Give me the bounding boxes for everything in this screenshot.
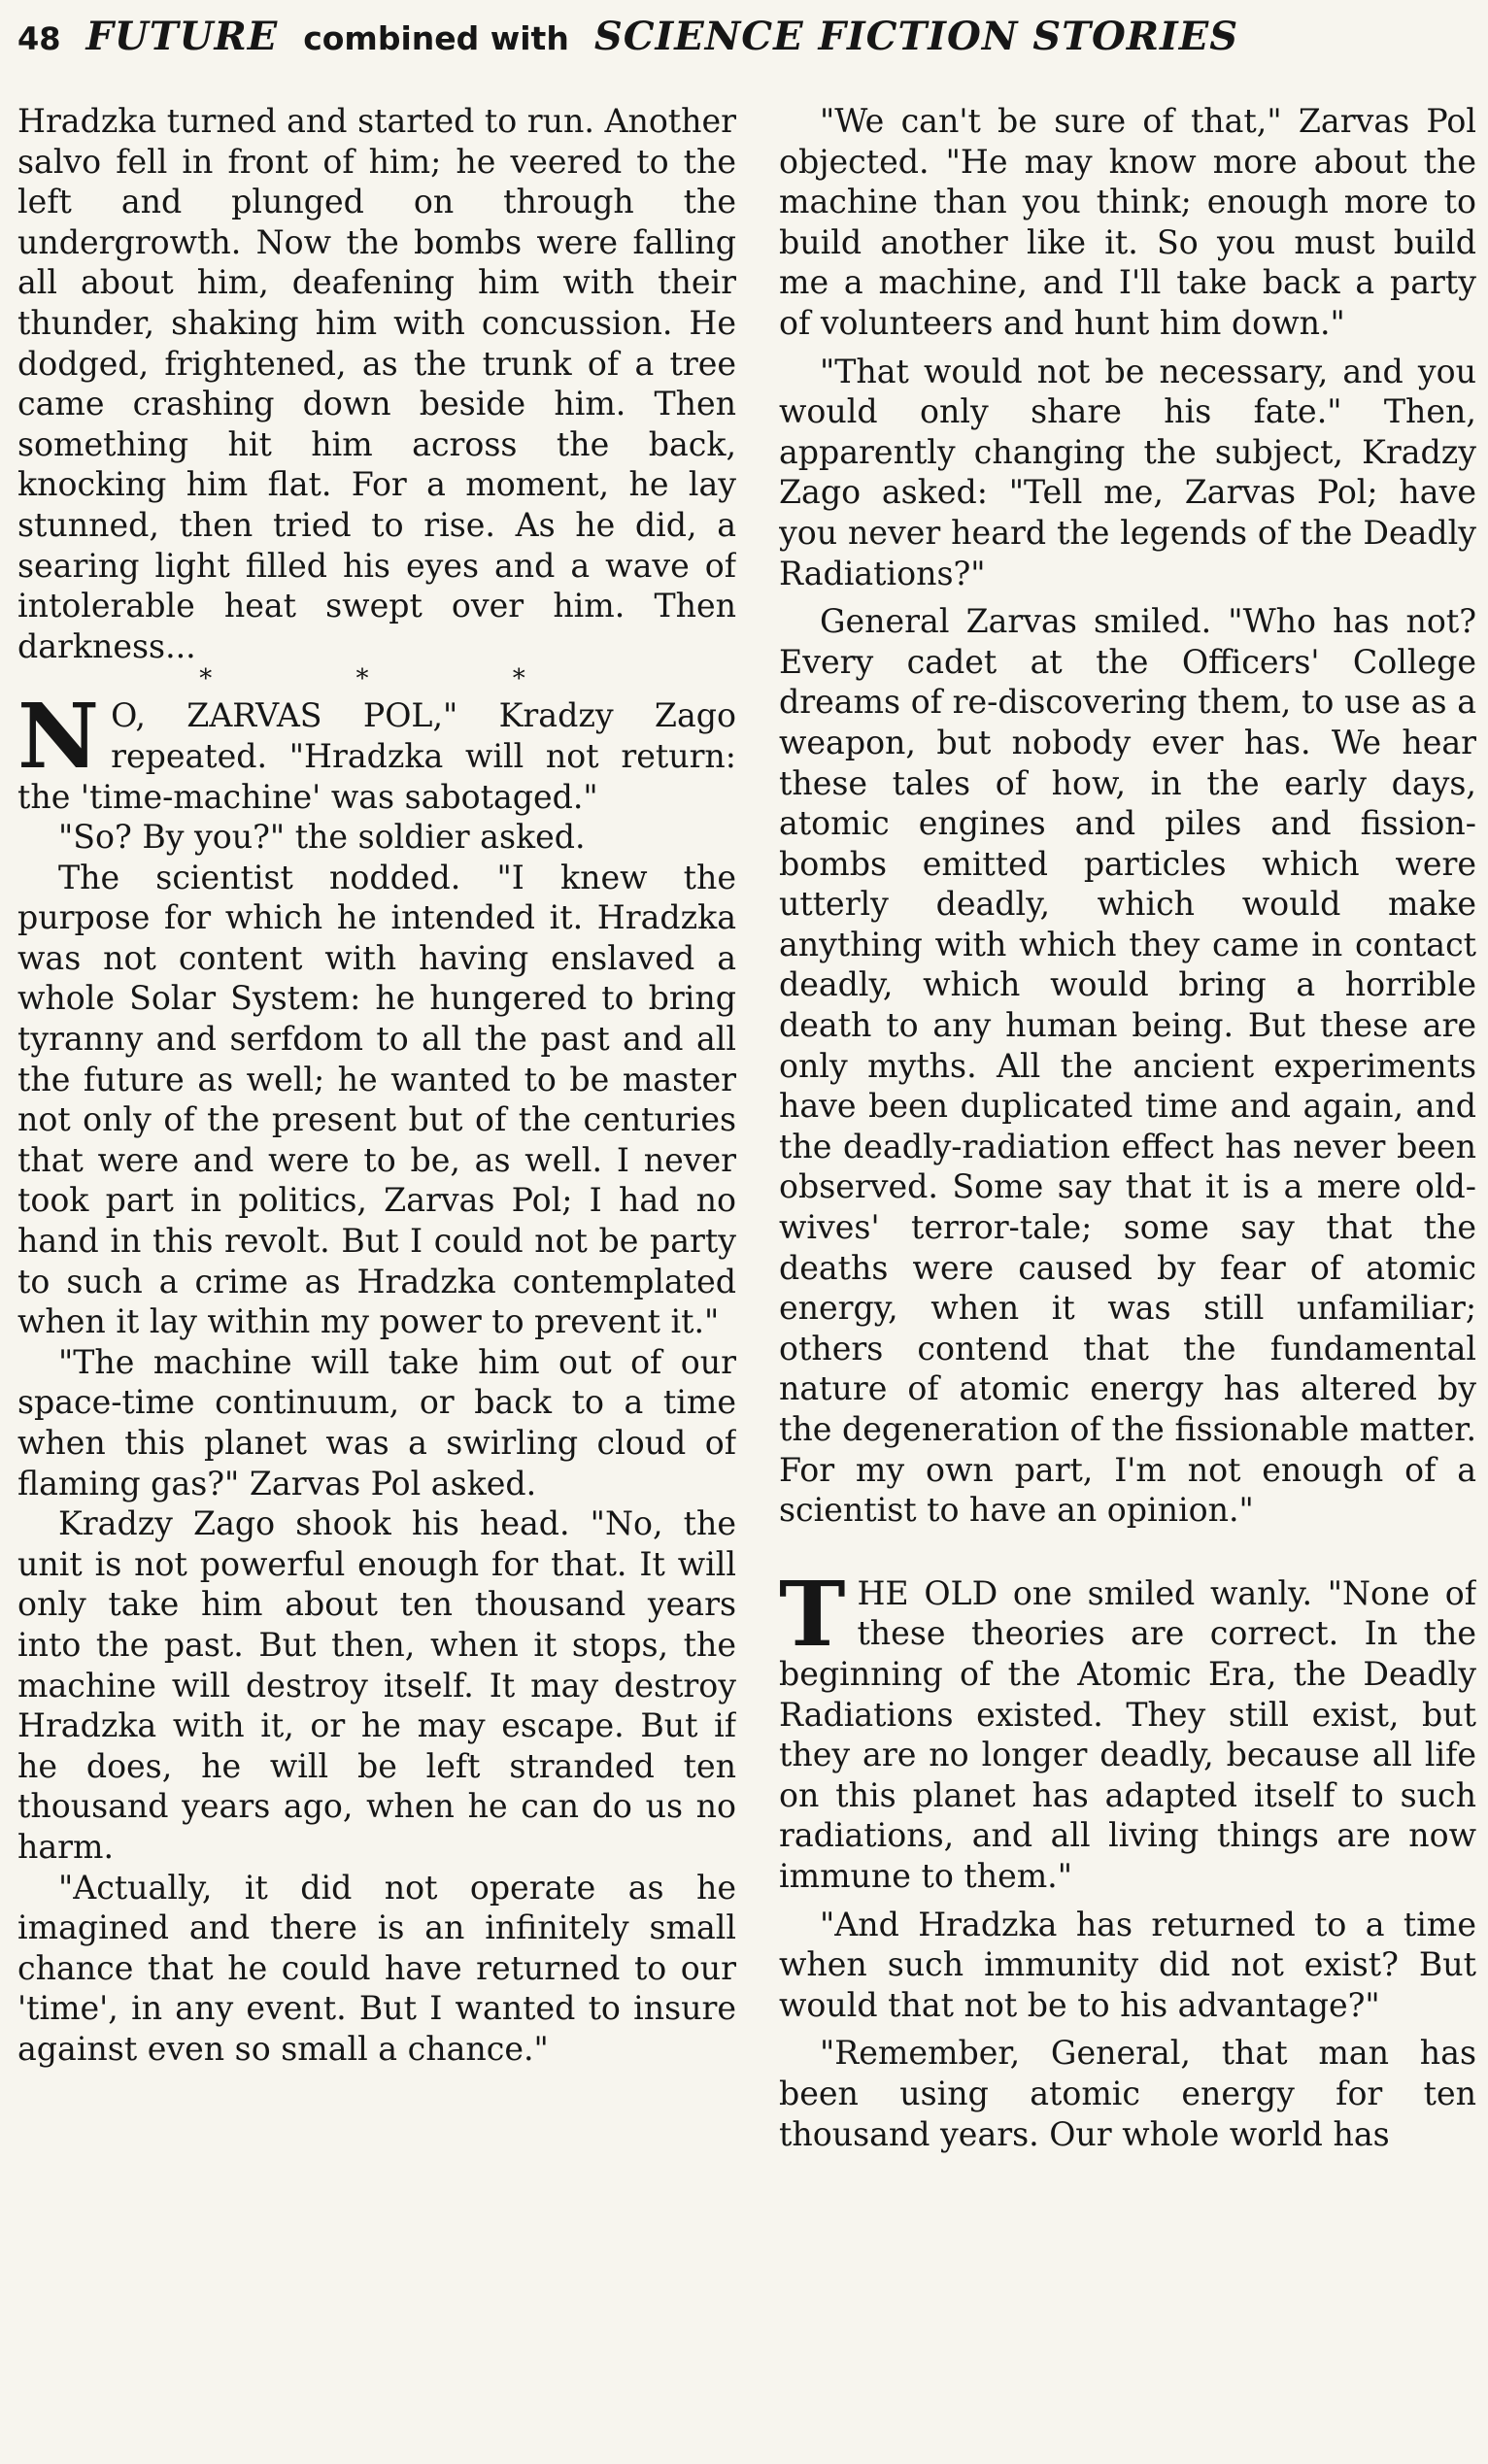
paragraph: Kradzy Zago shook his head. "No, the unit is not powerful enough for that. It will only take him about ten thousand years into the past. But then, when it stops, the machine will destroy itself. It may destroy Hradzka with it, or he may escape. But if he does, he will be left stranded ten thousand years ago, when he can do us no harm. [17, 1504, 736, 1866]
paragraph: "And Hradzka has returned to a time when such immunity did not exist? But would that not be to his advantage?" [779, 1905, 1476, 2024]
drop-cap: T [779, 1561, 846, 1667]
magazine-combined-text: combined with [303, 19, 569, 57]
right-column [779, 101, 1476, 2451]
paragraph: "We can't be sure of that," Zarvas Pol objected. "He may know more about the machine than you think; enough more to build another like it. So you must build me a machine, and I'll take back a party of volunteers and hunt him down." [779, 102, 1476, 342]
paragraph-with-dropcap [17, 684, 736, 817]
magazine-title: FUTURE [85, 14, 279, 59]
page-number: 48 [17, 20, 61, 57]
drop-cap: N [17, 684, 100, 790]
paragraph-text: O, ZARVAS POL," Kradzy Zago repeated. "Hradzka will not return: the 'time-machine' was sabotaged." [17, 696, 736, 816]
paragraph: "That would not be necessary, and you would only share his fate." Then, apparently changing the subject, Kradzy Zago asked: "Tell me, Zarvas Pol; have you never heard the legends of the Deadly Radiations?" [779, 352, 1476, 592]
paragraph: "Actually, it did not operate as he imagined and there is an infinitely small chance that he could have returned to our 'time', in any event. But I wanted to insure against even so small a chance." [17, 1868, 736, 2068]
paragraph: "The machine will take him out of our space-time continuum, or back to a time when this planet was a swirling cloud of flaming gas?" Zarvas Pol asked. [17, 1342, 736, 1502]
left-column [17, 101, 736, 2451]
paragraph: "Remember, General, that man has been using atomic energy for ten thousand years. Our whole world has [779, 2034, 1476, 2153]
paragraph-text: HE OLD one smiled wanly. "None of these theories are correct. In the beginning of the Atomic Era, the Deadly Radiations existed. They still exist, but they are no longer deadly, because all life on this planet has adapted itself to such radiations, and all living things are now immune to them." [779, 1573, 1476, 1895]
paragraph: Hradzka turned and started to run. Another salvo fell in front of him; he veered to the left and plunged on through the undergrowth. Now the bombs were falling all about him, deafening him with their thunder, shaking him with concussion. He dodged, frightened, as the trunk of a tree came crashing down beside him. Then something hit him across the back, knocking him flat. For a moment, he lay stunned, then tried to rise. As he did, a searing light filled his eyes and a wave of intolerable heat swept over him. Then darkness... [17, 102, 736, 665]
paragraph: General Zarvas smiled. "Who has not? Every cadet at the Officers' College dreams of re-discovering them, to use as a weapon, but nobody ever has. We hear these tales of how, in the early days, atomic engines and piles and fission-bombs emitted particles which were utterly deadly, which would make anything with which they came in contact deadly, which would bring a horrible death to any human being. But these are only myths. All the ancient experiments have been duplicated time and again, and the deadly-radiation effect has never been observed. Some say that it is a mere old-wives' terror-tale; some say that the deaths were caused by fear of atomic energy, when it was still unfamiliar; others contend that the fundamental nature of atomic energy has altered by the degeneration of the fissionable matter. For my own part, I'm not enough of a scientist to have an opinion." [779, 602, 1476, 1530]
paragraph: "So? By you?" the soldier asked. [58, 818, 586, 857]
paragraph-with-dropcap [779, 1561, 1476, 1897]
paragraph: The scientist nodded. "I knew the purpose for which he intended it. Hradzka was not content with having enslaved a whole Solar System: he hungered to bring tyranny and serfdom to all the past and all the future as well; he wanted to be master not only of the present but of the centuries that were and were to be, as well. I never took part in politics, Zarvas Pol; I had no hand in this revolt. But I could not be party to such a crime as Hradzka contemplated when it lay within my power to prevent it." [17, 858, 736, 1341]
page-header [17, 14, 1465, 72]
magazine-second-title: SCIENCE FICTION STORIES [593, 14, 1239, 59]
section-separator: * * * [199, 664, 593, 694]
